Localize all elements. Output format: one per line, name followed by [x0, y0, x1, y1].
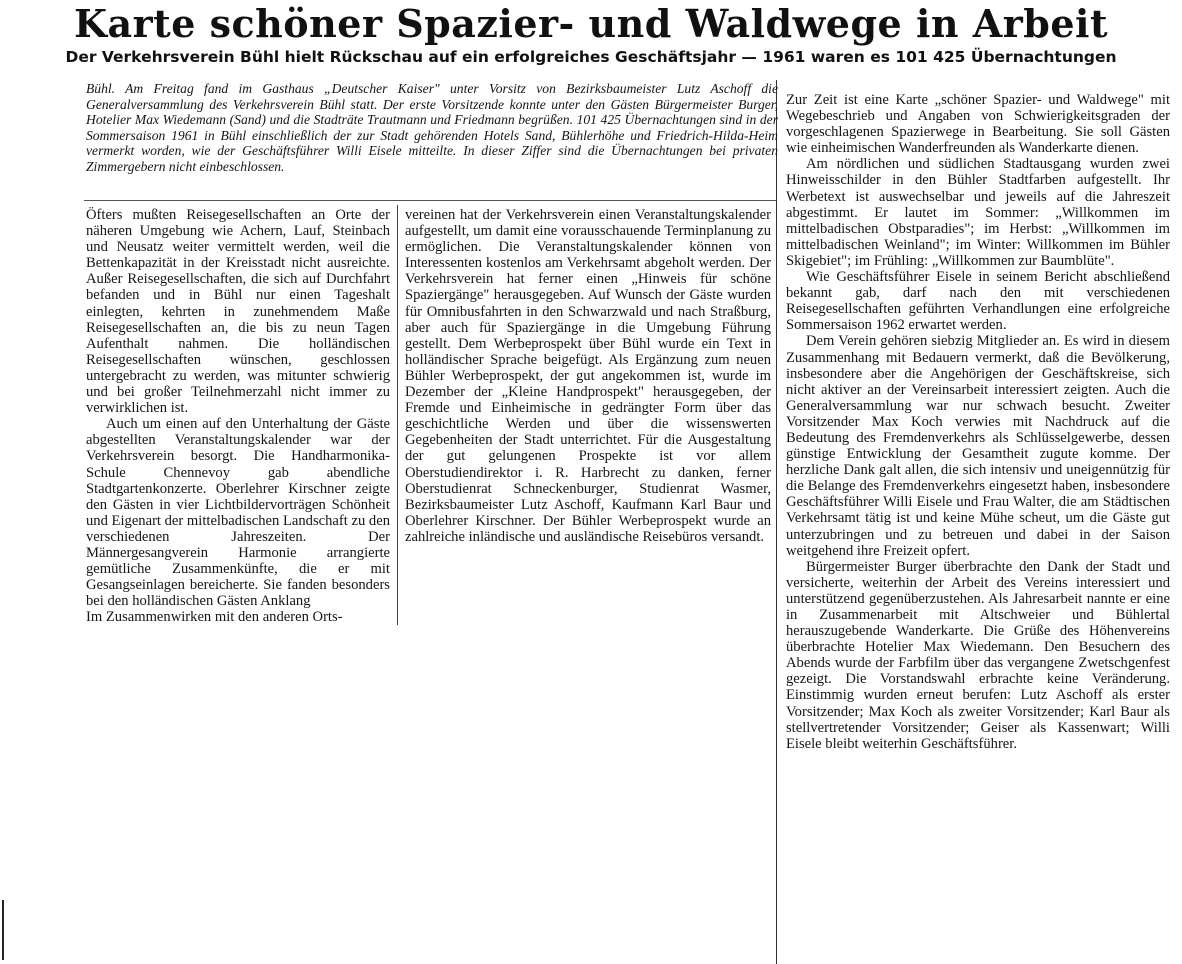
paragraph: Im Zusammenwirken mit den anderen Orts-	[86, 609, 343, 626]
paragraph: Wie Geschäftsführer Eisele in seinem Bericht abschließend bekannt gab, darf nach den mit verschiedenen Reisegesellschaften geführten Verhandlungen eine erfolgreiche Sommersaison 1962 erwartet werden.	[786, 269, 1170, 334]
column-1	[86, 207, 390, 625]
column-rule	[397, 205, 398, 625]
subheadline: Der Verkehrsverein Bühl hielt Rückschau auf ein erfolgreiches Geschäftsjahr — 1961 waren es 101 425 Übernachtungen	[65, 48, 1117, 66]
paragraph: Zur Zeit ist eine Karte „schöner Spazier- und Waldwege" mit Wegebeschrieb und Angaben von Schwierigkeitsgraden der vorgeschlagenen Spazierwege in Bearbeitung. Sie soll Gästen wie einheimischen Wanderfreunden als Wanderkarte dienen.	[786, 92, 1170, 157]
headline: Karte schöner Spazier- und Waldwege in Arbeit	[74, 1, 1108, 46]
column-2	[405, 207, 771, 545]
column-3	[786, 92, 1170, 752]
paragraph: vereinen hat der Verkehrsverein einen Veranstaltungskalender aufgestellt, um damit eine vorausschauende Terminplanung zu ermöglichen. Die Veranstaltungskalender können von Interessenten kostenlos am Verkehrsamt abgeholt werden. Der Verkehrsverein hat ferner einen „Hinweis für schöne Spaziergänge" herausgegeben. Auf Wunsch der Gäste wurden für Omnibusfahrten in den Schwarzwald und nach Straßburg, aber auch für Spaziergänge in die Umgebung Führung gestellt. Dem Werbeprospekt über Bühl wurde ein Text in holländischer Sprache beigefügt. Als Ergänzung zum neuen Bühler Werbeprospekt, der gut angekommen ist, wurde im Dezember der „Kleine Handprospekt" herausgegeben, der Fremde und Einheimische in gedrängter Form über das geschichtliche Werden und über die wissenswerten Gegebenheiten der Stadt unterrichtet. Für die Ausgestaltung der gut gelungenen Prospekte ist vor allem Oberstudiendirektor i. R. Harbrecht zu danken, ferner Oberstudienrat Schneckenburger, Studienrat Wasmer, Bezirksbaumeister Lutz Aschoff, Kaufmann Karl Baur und Oberlehrer Kirschner. Der Bühler Werbeprospekt wurde an zahlreiche inländische und ausländische Reisebüros versandt.	[405, 207, 771, 545]
intro-paragraph	[86, 81, 778, 175]
scan-edge-mark	[2, 900, 4, 960]
intro-text: Bühl. Am Freitag fand im Gasthaus „Deutscher Kaiser" unter Vorsitz von Bezirksbaumeister Lutz Aschoff die Generalversammlung des Verkehrsverein Bühl statt. Der erste Vorsitzende konnte unter den Gästen Bürgermeister Burger, Hotelier Max Wiedemann (Sand) und die Stadträte Trautmann und Friedmann begrüßen. 101 425 Übernachtungen sind in der Sommersaison 1961 in Bühl einschließlich der zur Stadt gehörenden Hotels Sand, Bühlerhöhe und Friedrich-Hilda-Heim vermerkt worden, wie der Geschäftsführer Willi Eisele mitteilte. In dieser Ziffer sind die Übernachtungen bei privaten Zimmergebern nicht einbeschlossen.	[86, 81, 778, 174]
paragraph: Öfters mußten Reisegesellschaften an Orte der näheren Umgebung wie Achern, Lauf, Steinbach und Neusatz weiter vermittelt werden, weil die Bettenkapazität in der Kreisstadt nicht ausreichte. Außer Reisegesellschaften, die sich auf Durchfahrt befanden und in Bühl nur einen Tageshalt einlegten, kehrten in zunehmendem Maße Reisegesellschaften an, die bis zu neun Tagen Aufenthalt nahmen. Die holländischen Reisegesellschaften wünschen, geschlossen untergebracht zu werden, was mitunter schwierig und bei großer Teilnehmerzahl nicht immer zu verwirklichen ist.	[86, 207, 390, 417]
paragraph: Dem Verein gehören siebzig Mitglieder an. Es wird in diesem Zusammenhang mit Bedauern vermerkt, daß die Bevölkerung, insbesondere aber die Angehörigen der Geschäftskreise, sich nicht aktiver an der Vereinsarbeit interessiert zeigten. Auch die Generalversammlung war nur schwach besucht. Zweiter Vorsitzender Max Koch verwies mit Nachdruck auf die Bedeutung des Fremdenverkehrs als Schlüsselgewerbe, dessen günstige Entwicklung der Gesamtheit zugute komme. Der herzliche Dank galt allen, die sich intensiv und uneigennützig für die Belange des Fremdenverkehrs eingesetzt haben, insbesondere Geschäftsführer Willi Eisele und Frau Walter, die am Städtischen Verkehrsamt tätig ist und keine Mühe scheut, um die Gäste gut unterzubringen und zu betreuen und dabei in der Saison weitgehend ihre Freizeit opfert.	[786, 333, 1170, 559]
paragraph: Auch um einen auf den Unterhaltung der Gäste abgestellten Veranstaltungskalender war der Verkehrsverein besorgt. Die Handharmonika-Schule Chennevoy gab abendliche Stadtgartenkonzerte. Oberlehrer Kirschner zeigte den Gästen in vier Lichtbildervorträgen Schönheit und Eigenart der mittelbadischen Landschaft zu den verschiedenen Jahreszeiten. Der Männergesangverein Harmonie arrangierte gemütliche Zusammenkünfte, die er mit Gesangseinlagen bereicherte. Sie fanden besonders bei den holländischen Gästen Anklang	[86, 416, 390, 610]
intro-divider	[84, 200, 776, 201]
paragraph: Am nördlichen und südlichen Stadtausgang wurden zwei Hinweisschilder in den Bühler Stadtfarben aufgestellt. Ihr Werbetext ist auswechselbar und jeweils auf die Jahreszeit abgestimmt. Er lautet im Sommer: „Willkommen im mittelbadischen Obstparadies"; im Herbst: „Willkommen im mittelbadischen Weinland"; im Winter: Willkommen im Bühler Skigebiet"; im Frühling: „Willkommen zur Baumblüte".	[786, 156, 1170, 269]
column-rule	[776, 80, 777, 964]
paragraph: Bürgermeister Burger überbrachte den Dank der Stadt und versicherte, weiterhin der Arbeit des Vereins interessiert und unterstützend gegenüberzustehen. Als Jahresarbeit nannte er eine in Zusammenarbeit mit Altschweier und Bühlertal herauszugebende Wanderkarte. Die Grüße des Höhenvereins überbrachte Hotelier Max Wiedemann. Den Besuchern des Abends wurde der Farbfilm über das vergangene Zwetschgenfest gezeigt. Die Vorstandswahl erbrachte keine Veränderung. Einstimmig wurden erneut berufen: Lutz Aschoff als erster Vorsitzender; Max Koch als zweiter Vorsitzender; Karl Baur als stellvertretender Vorsitzender; Geiser als Kassenwart; Willi Eisele bleibt weiterhin Geschäftsführer.	[786, 558, 1170, 752]
